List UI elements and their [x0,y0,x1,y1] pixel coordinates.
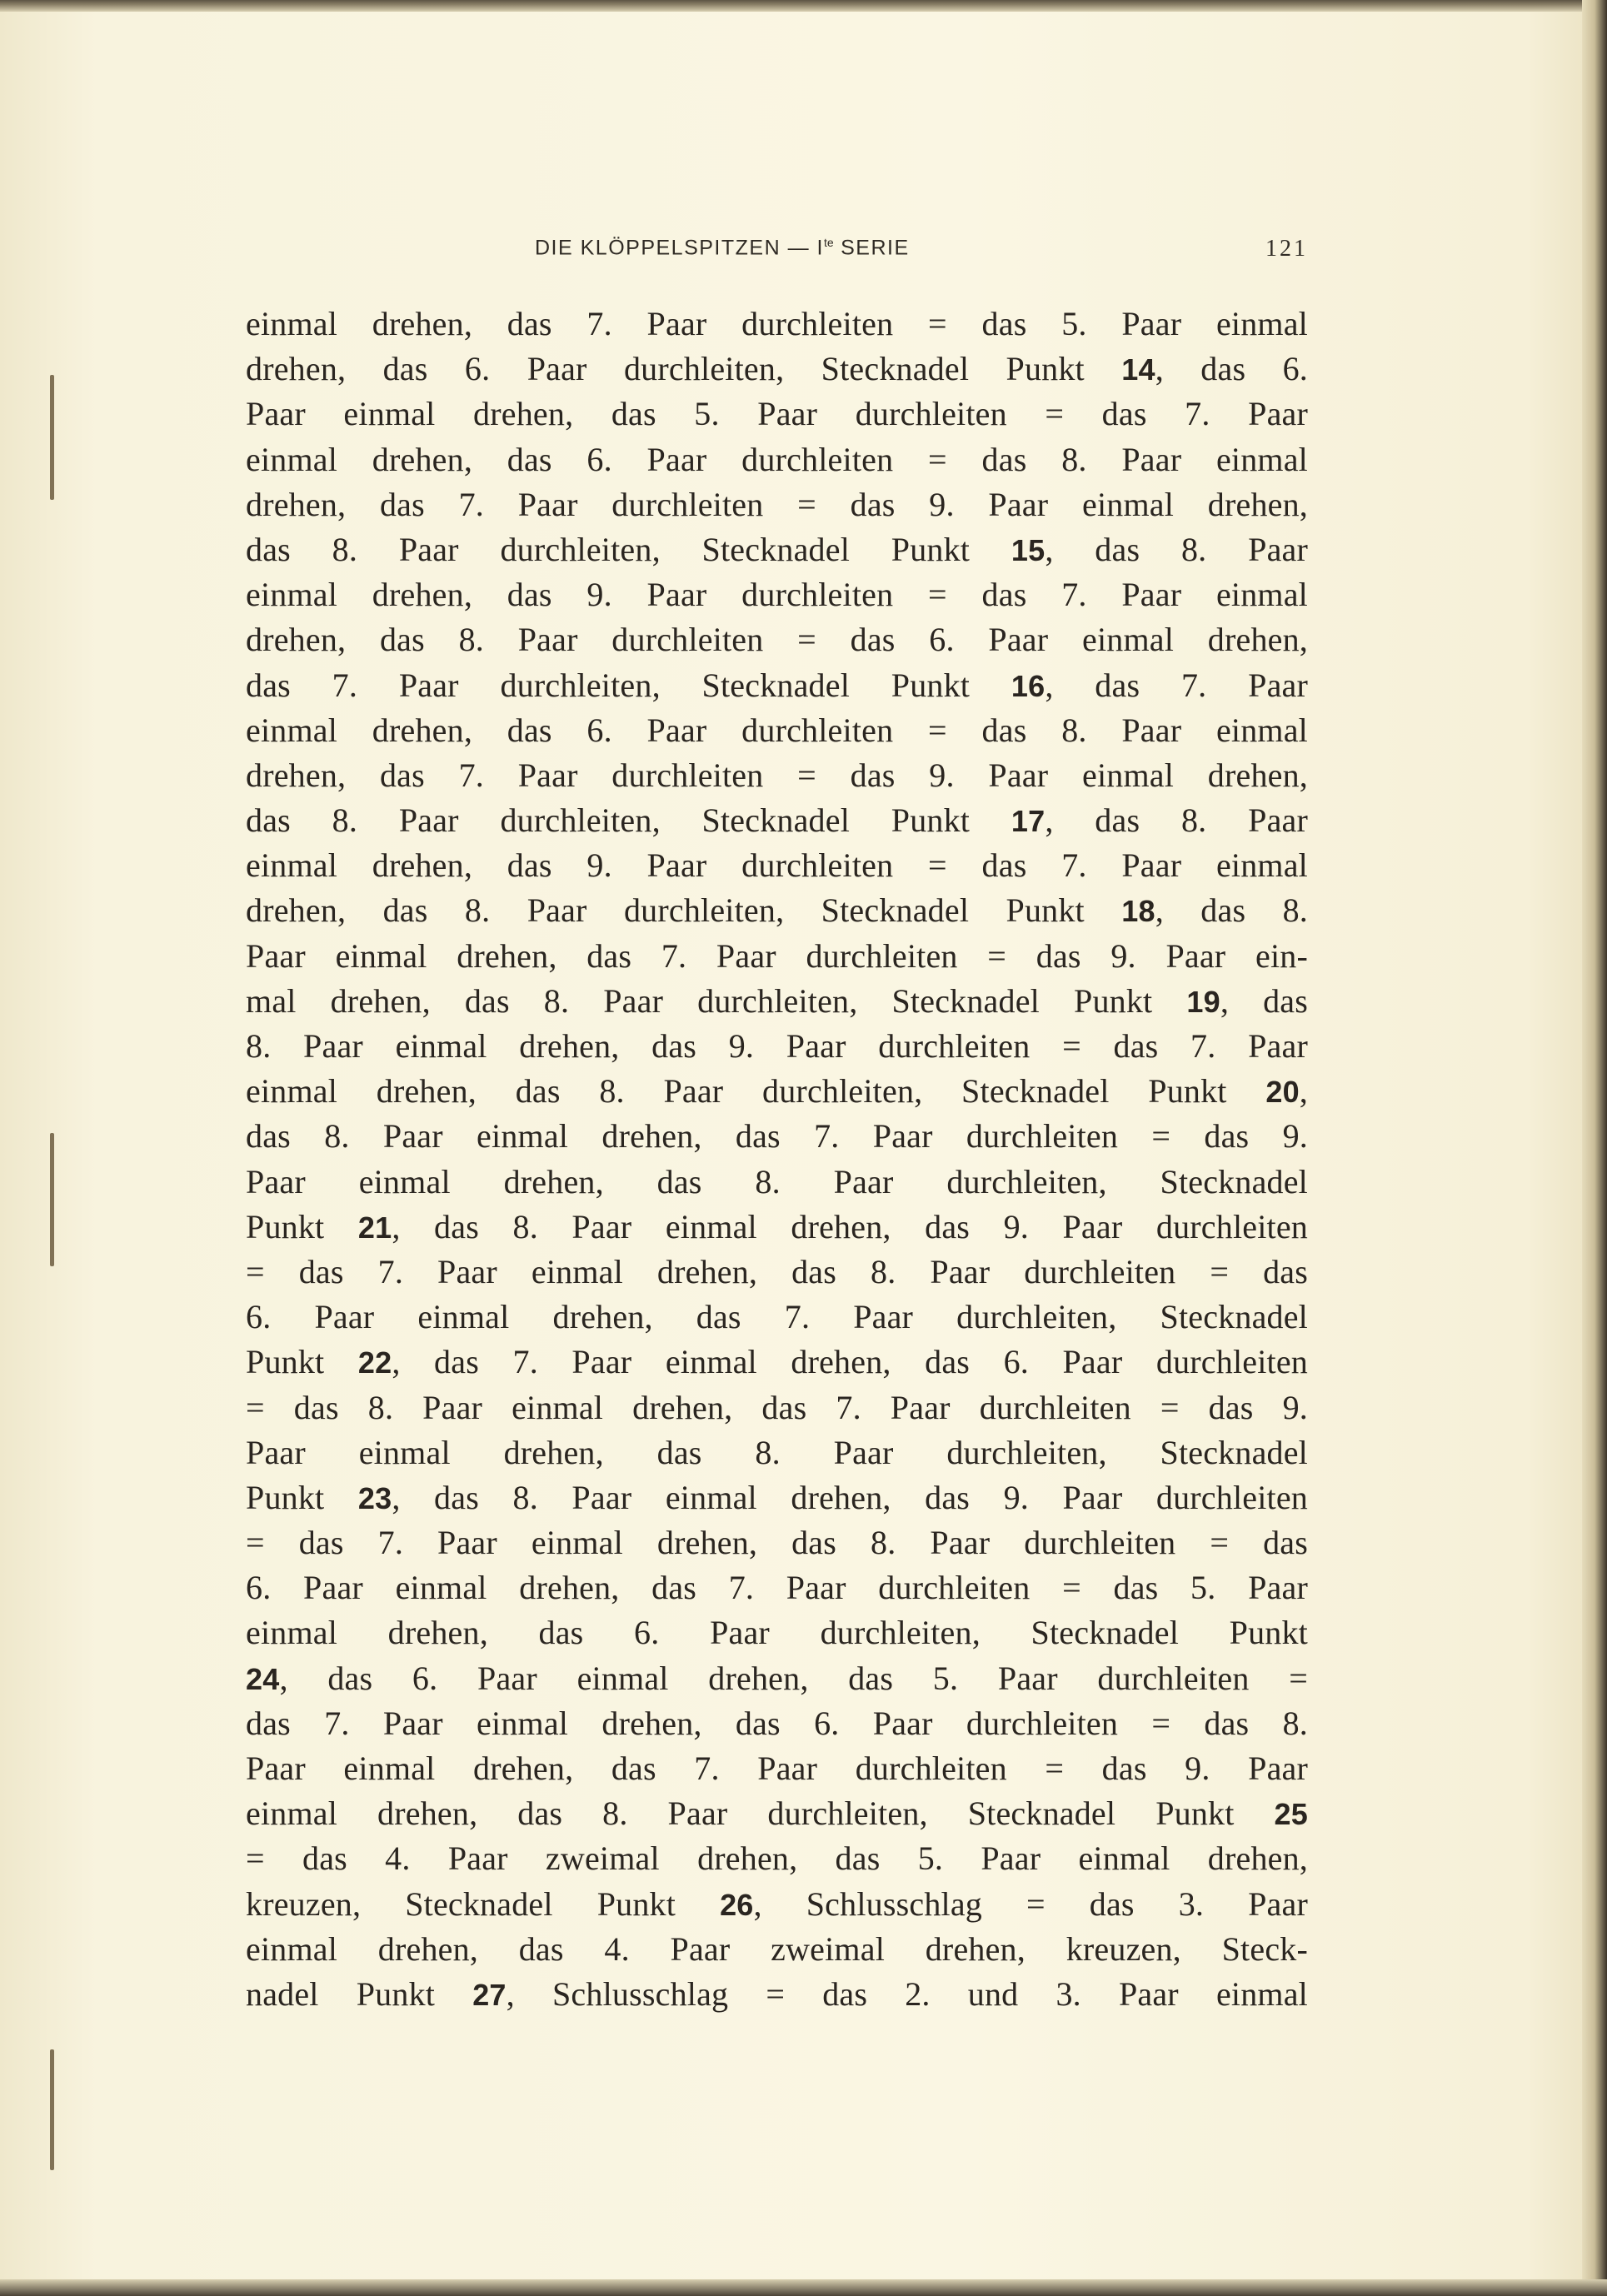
text-line [246,302,1308,347]
text-line [246,572,1308,617]
pin-point-number: 21 [357,1210,392,1245]
text-run: = das 7. Paar einmal drehen, das 8. Paar durchleiten = das [246,1524,1308,1562]
text-run: , Schlusschlag = das 2. und 3. Paar einmal [506,1974,1308,2013]
text-run: das 7. Paar einmal drehen, das 6. Paar durchleiten = das 8. [246,1704,1308,1742]
text-line [246,1340,1308,1385]
pin-point-number: 24 [246,1661,280,1696]
text-line [246,1160,1308,1205]
pin-point-number: 18 [1121,894,1155,929]
text-line [246,753,1308,798]
text-run: einmal drehen, das 6. Paar durchleiten = das 8. Paar einmal [246,440,1308,478]
text-run: einmal drehen, das 9. Paar durchleiten = das 7. Paar einmal [246,576,1308,614]
pin-point-number: 17 [1011,804,1046,839]
running-title [535,236,910,260]
pin-point-number: 25 [1274,1797,1308,1832]
text-run: das 7. Paar durchleiten, Stecknadel Punkt [246,666,1011,704]
pin-point-number: 20 [1265,1075,1300,1110]
pin-point-number: 15 [1011,532,1046,567]
text-run: = das 7. Paar einmal drehen, das 8. Paar durchleiten = das [246,1252,1308,1290]
page-right-edge [1582,0,1607,2296]
text-line [246,1656,1308,1701]
body-text [246,302,1308,2017]
page-number: 121 [1265,236,1308,262]
text-line [246,1565,1308,1610]
text-run: Punkt [246,1478,358,1516]
text-line [246,1430,1308,1475]
running-title-suffix: SERIE [833,236,910,260]
text-line [246,1114,1308,1159]
text-run: 6. Paar einmal drehen, das 7. Paar durchleiten = das 5. Paar [246,1569,1308,1607]
text-run: drehen, das 8. Paar durchleiten = das 6. Paar einmal drehen, [246,621,1308,659]
text-run: Paar einmal drehen, das 7. Paar durchleiten = das 9. Paar ein- [246,936,1308,975]
text-run: kreuzen, Stecknadel Punkt [246,1884,721,1923]
text-line [246,482,1308,527]
text-line [246,1475,1308,1520]
text-line [246,1791,1308,1836]
page-bottom-edge [0,2279,1607,2296]
running-header [246,236,1308,269]
text-line [246,1701,1308,1746]
text-run: das 8. Paar durchleiten, Stecknadel Punkt [246,801,1011,840]
text-line [246,617,1308,662]
text-line [246,934,1308,979]
pin-point-number: 27 [472,1977,507,2012]
text-run: 8. Paar einmal drehen, das 9. Paar durchleiten = das 7. Paar [246,1027,1308,1065]
text-line [246,1610,1308,1655]
text-run: , das [1220,981,1308,1020]
text-run: drehen, das 6. Paar durchleiten, Stecknadel Punkt [246,350,1122,388]
text-line [246,392,1308,437]
text-line [246,843,1308,888]
text-run: , das 7. Paar einmal drehen, das 6. Paar durchleiten [392,1343,1308,1381]
pin-point-number: 26 [720,1887,754,1922]
page-top-edge [0,0,1607,12]
text-run: drehen, das 7. Paar durchleiten = das 9. Paar einmal drehen, [246,485,1308,523]
running-title-superscript: te [823,236,834,249]
text-run: Punkt [246,1343,358,1381]
text-run: einmal drehen, das 8. Paar durchleiten, Stecknadel Punkt [246,1794,1275,1833]
text-line [246,798,1308,843]
text-line [246,1385,1308,1430]
text-run: drehen, das 7. Paar durchleiten = das 9. Paar einmal drehen, [246,756,1308,794]
text-run: , das 8. Paar [1045,801,1308,840]
text-line [246,888,1308,933]
text-line [246,1746,1308,1791]
text-run: , das 8. Paar einmal drehen, das 9. Paar durchleiten [392,1478,1308,1516]
text-line [246,1972,1308,2017]
text-line [246,1882,1308,1927]
text-run: Paar einmal drehen, das 8. Paar durchleiten, Stecknadel [246,1433,1308,1471]
text-run: einmal drehen, das 6. Paar durchleiten, Stecknadel Punkt [246,1614,1308,1652]
text-line [246,1295,1308,1340]
text-run: , das 7. Paar [1045,666,1308,704]
text-run: das 8. Paar durchleiten, Stecknadel Punkt [246,530,1011,568]
text-run: , [1299,1072,1308,1111]
text-run: = das 8. Paar einmal drehen, das 7. Paar durchleiten = das 9. [246,1388,1308,1426]
pin-point-number: 22 [357,1345,392,1380]
text-line [246,1927,1308,1972]
text-run: , das 6. [1155,350,1309,388]
text-line [246,1205,1308,1250]
text-run: mal drehen, das 8. Paar durchleiten, Stecknadel Punkt [246,981,1187,1020]
text-run: einmal drehen, das 4. Paar zweimal drehen, kreuzen, Steck- [246,1929,1308,1968]
pin-point-number: 16 [1011,668,1046,703]
pin-point-number: 23 [357,1480,392,1515]
text-run: , Schlusschlag = das 3. Paar [753,1884,1308,1923]
text-run: Paar einmal drehen, das 7. Paar durchleiten = das 9. Paar [246,1749,1308,1787]
text-run: einmal drehen, das 9. Paar durchleiten = das 7. Paar einmal [246,846,1308,885]
binding-mark [50,375,54,500]
text-line [246,347,1308,392]
text-line [246,663,1308,708]
text-line [246,1250,1308,1295]
text-run: drehen, das 8. Paar durchleiten, Stecknadel Punkt [246,891,1122,930]
text-run: , das 8. Paar [1045,530,1308,568]
text-line [246,1024,1308,1069]
pin-point-number: 19 [1186,984,1220,1019]
text-line [246,437,1308,482]
text-run: einmal drehen, das 8. Paar durchleiten, Stecknadel Punkt [246,1072,1266,1111]
pin-point-number: 14 [1121,352,1155,387]
text-run: = das 4. Paar zweimal drehen, das 5. Paar einmal drehen, [246,1839,1308,1878]
running-title-prefix: DIE KLÖPPELSPITZEN — I [535,236,824,260]
text-run: , das 6. Paar einmal drehen, das 5. Paar durchleiten = [279,1659,1308,1697]
text-line [246,1836,1308,1881]
text-run: Punkt [246,1207,358,1245]
binding-mark [50,1133,54,1266]
text-run: nadel Punkt [246,1974,473,2013]
text-run: Paar einmal drehen, das 8. Paar durchleiten, Stecknadel [246,1162,1308,1200]
text-run: das 8. Paar einmal drehen, das 7. Paar durchleiten = das 9. [246,1117,1308,1155]
text-run: einmal drehen, das 6. Paar durchleiten = das 8. Paar einmal [246,711,1308,749]
text-run: 6. Paar einmal drehen, das 7. Paar durchleiten, Stecknadel [246,1298,1308,1336]
binding-mark [50,2049,54,2170]
text-line [246,527,1308,572]
text-run: einmal drehen, das 7. Paar durchleiten = das 5. Paar einmal [246,305,1308,342]
text-line [246,708,1308,753]
text-line [246,1069,1308,1114]
text-line [246,979,1308,1024]
text-run: Paar einmal drehen, das 5. Paar durchleiten = das 7. Paar [246,395,1308,433]
text-run: , das 8. [1155,891,1309,930]
text-run: , das 8. Paar einmal drehen, das 9. Paar durchleiten [392,1207,1308,1245]
text-line [246,1520,1308,1565]
